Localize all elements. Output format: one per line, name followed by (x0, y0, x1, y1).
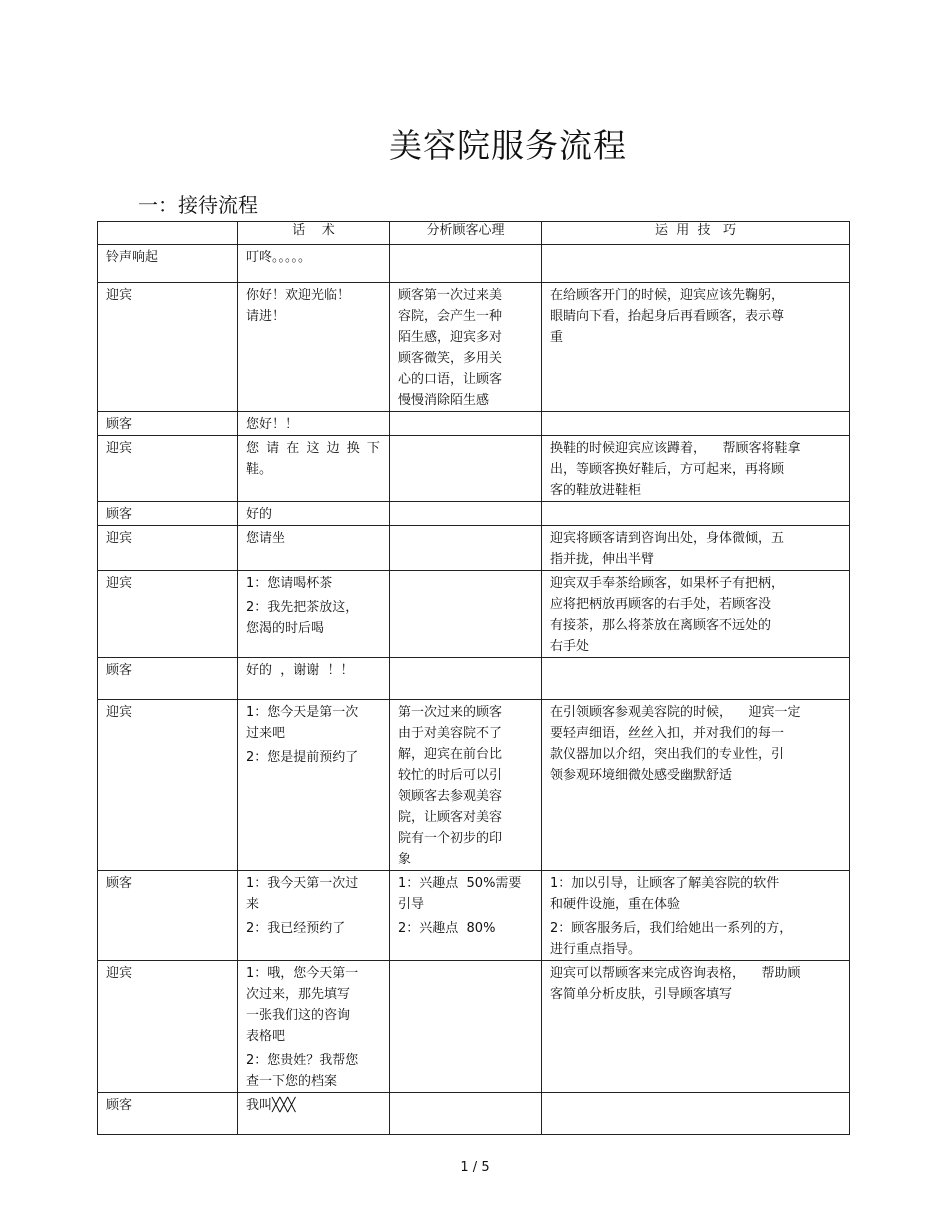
technique-cell (542, 526, 850, 571)
technique-line: 出，等顾客换好鞋后，方可起来，再将顾 (550, 462, 785, 477)
technique-cell (542, 871, 850, 961)
technique-line: 重 (550, 330, 564, 345)
script-line: 您请坐 (246, 531, 286, 546)
script-line: 一张我们这的咨询 (246, 1008, 351, 1023)
technique-line: 1：加以引导，让顾客了解美容院的软件 (550, 876, 780, 891)
technique-line: 要轻声细语，丝丝入扣，并对我们的每一 (550, 726, 785, 741)
script-line: 过来吧 (246, 726, 286, 741)
table-row (98, 245, 850, 283)
table-row (98, 871, 850, 961)
psychology-line: 心的口语，让顾客 (398, 372, 503, 387)
script-line: 好的 (246, 507, 273, 522)
table-row (98, 1093, 850, 1135)
psychology-line: 容院，会产生一种 (398, 309, 503, 324)
psychology-line: 引导 (398, 897, 425, 912)
technique-cell (542, 283, 850, 412)
technique-line: 客简单分析皮肤，引导顾客填写 (550, 987, 733, 1002)
psychology-cell (390, 436, 542, 502)
technique-cell (542, 436, 850, 502)
technique-cell (542, 245, 850, 283)
role-cell: 顾客 (98, 658, 238, 700)
script-line: 1：您请喝杯茶 (246, 576, 333, 591)
technique-line: 进行重点指导。 (550, 942, 642, 957)
script-cell (238, 700, 390, 871)
psychology-line: 解，迎宾在前台比 (398, 747, 503, 762)
psychology-cell (390, 658, 542, 700)
script-cell (238, 412, 390, 436)
page-indicator: 1 / 5 (460, 1160, 490, 1175)
script-line: 您好！！ (246, 417, 299, 432)
table-header-row (98, 222, 850, 245)
script-line: 您渴的时后喝 (246, 621, 325, 636)
technique-line: 在给顾客开门的时候，迎宾应该先鞠躬， (550, 288, 785, 303)
technique-cell (542, 700, 850, 871)
script-line: 我叫╳╳╳ (246, 1098, 296, 1113)
psychology-line: 院，让顾客对美容 (398, 810, 503, 825)
script-line: 1：哦，您今天第一 (246, 966, 359, 981)
technique-line: 眼睛向下看，抬起身后再看顾客，表示尊 (550, 309, 785, 324)
script-cell (238, 502, 390, 526)
psychology-cell (390, 526, 542, 571)
technique-line: 迎宾可以帮顾客来完成咨询表格， 帮助顾 (550, 966, 801, 981)
script-line: 次过来，那先填写 (246, 987, 351, 1002)
technique-cell (542, 658, 850, 700)
script-cell (238, 658, 390, 700)
script-line: 你好！欢迎光临！ (246, 288, 351, 303)
script-cell (238, 871, 390, 961)
psychology-line: 第一次过来的顾客 (398, 705, 503, 720)
role-cell: 铃声响起 (98, 245, 238, 283)
psychology-line: 由于对美容院不了 (398, 726, 503, 741)
psychology-cell (390, 700, 542, 871)
script-line: 好的 ，谢谢 ！！ (246, 663, 354, 678)
psychology-cell (390, 502, 542, 526)
psychology-cell (390, 283, 542, 412)
script-cell (238, 283, 390, 412)
psychology-line: 顾客微笑，多用关 (398, 351, 503, 366)
script-line: 鞋。 (246, 462, 273, 477)
table-row (98, 526, 850, 571)
technique-cell (542, 502, 850, 526)
script-line: 叮咚。。。。。 (246, 250, 312, 265)
header-psychology: 分析顾客心理 (390, 222, 542, 245)
script-line: 2：我先把茶放这， (246, 600, 359, 615)
psychology-line: 较忙的时后可以引 (398, 768, 503, 783)
role-cell: 迎宾 (98, 436, 238, 502)
role-cell: 迎宾 (98, 526, 238, 571)
table-row (98, 961, 850, 1093)
psychology-line: 院有一个初步的印 (398, 831, 503, 846)
script-line: 来 (246, 897, 260, 912)
role-cell: 迎宾 (98, 571, 238, 658)
table-body (98, 245, 850, 1135)
script-cell (238, 245, 390, 283)
psychology-line: 慢慢消除陌生感 (398, 393, 490, 408)
section-heading: 一：接待流程 (138, 193, 258, 217)
table-row (98, 436, 850, 502)
technique-line: 客的鞋放进鞋柜 (550, 483, 642, 498)
header-script: 话 术 (238, 222, 390, 245)
technique-line: 2：顾客服务后，我们给她出一系列的方， (550, 921, 793, 936)
service-flow-table (97, 221, 850, 1135)
technique-line: 指并拢，伸出半臂 (550, 552, 655, 567)
psychology-line: 顾客第一次过来美 (398, 288, 503, 303)
script-cell (238, 436, 390, 502)
technique-line: 在引领顾客参观美容院的时候， 迎宾一定 (550, 705, 801, 720)
technique-line: 迎宾双手奉茶给顾客，如果杯子有把柄， (550, 576, 785, 591)
psychology-line: 象 (398, 852, 412, 867)
script-line: 1：我今天第一次过 (246, 876, 359, 891)
script-line: 1：您今天是第一次 (246, 705, 359, 720)
technique-line: 款仪器加以介绍，突出我们的专业性，引 (550, 747, 785, 762)
header-role (98, 222, 238, 245)
script-line: 2：您是提前预约了 (246, 750, 359, 765)
psychology-cell (390, 245, 542, 283)
script-cell (238, 526, 390, 571)
table-row (98, 571, 850, 658)
technique-line: 迎宾将顾客请到咨询出处，身体微倾，五 (550, 531, 785, 546)
technique-cell (542, 571, 850, 658)
technique-cell (542, 412, 850, 436)
script-cell (238, 571, 390, 658)
script-line: 您请在这边换下 (246, 441, 388, 456)
psychology-cell (390, 871, 542, 961)
script-line: 查一下您的档案 (246, 1074, 338, 1089)
document-title: 美容院服务流程 (389, 126, 627, 165)
technique-cell (542, 961, 850, 1093)
technique-line: 应将把柄放再顾客的右手处，若顾客没 (550, 597, 772, 612)
script-line: 请进！ (246, 309, 286, 324)
psychology-line: 陌生感，迎宾多对 (398, 330, 503, 345)
table-row (98, 502, 850, 526)
psychology-line: 领顾客去参观美容 (398, 789, 503, 804)
script-line: 2：我已经预约了 (246, 921, 346, 936)
technique-line: 领参观环境细微处感受幽默舒适 (550, 768, 733, 783)
psychology-cell (390, 412, 542, 436)
table-row (98, 283, 850, 412)
header-technique: 运 用 技 巧 (542, 222, 850, 245)
role-cell: 顾客 (98, 1093, 238, 1135)
script-cell (238, 1093, 390, 1135)
table-row (98, 412, 850, 436)
role-cell: 顾客 (98, 871, 238, 961)
script-line: 表格吧 (246, 1029, 286, 1044)
psychology-cell (390, 571, 542, 658)
psychology-line: 2：兴趣点 80% (398, 921, 496, 936)
technique-line: 有接茶，那么将茶放在离顾客不远处的 (550, 618, 772, 633)
psychology-line: 1：兴趣点 50%需要 (398, 876, 522, 891)
technique-line: 换鞋的时候迎宾应该蹲着， 帮顾客将鞋拿 (550, 441, 801, 456)
role-cell: 迎宾 (98, 283, 238, 412)
role-cell: 迎宾 (98, 700, 238, 871)
technique-line: 和硬件设施，重在体验 (550, 897, 681, 912)
role-cell: 顾客 (98, 412, 238, 436)
psychology-cell (390, 1093, 542, 1135)
table-row (98, 700, 850, 871)
script-cell (238, 961, 390, 1093)
script-line: 2：您贵姓？我帮您 (246, 1053, 359, 1068)
table-row (98, 658, 850, 700)
role-cell: 顾客 (98, 502, 238, 526)
technique-cell (542, 1093, 850, 1135)
psychology-cell (390, 961, 542, 1093)
technique-line: 右手处 (550, 639, 590, 654)
role-cell: 迎宾 (98, 961, 238, 1093)
